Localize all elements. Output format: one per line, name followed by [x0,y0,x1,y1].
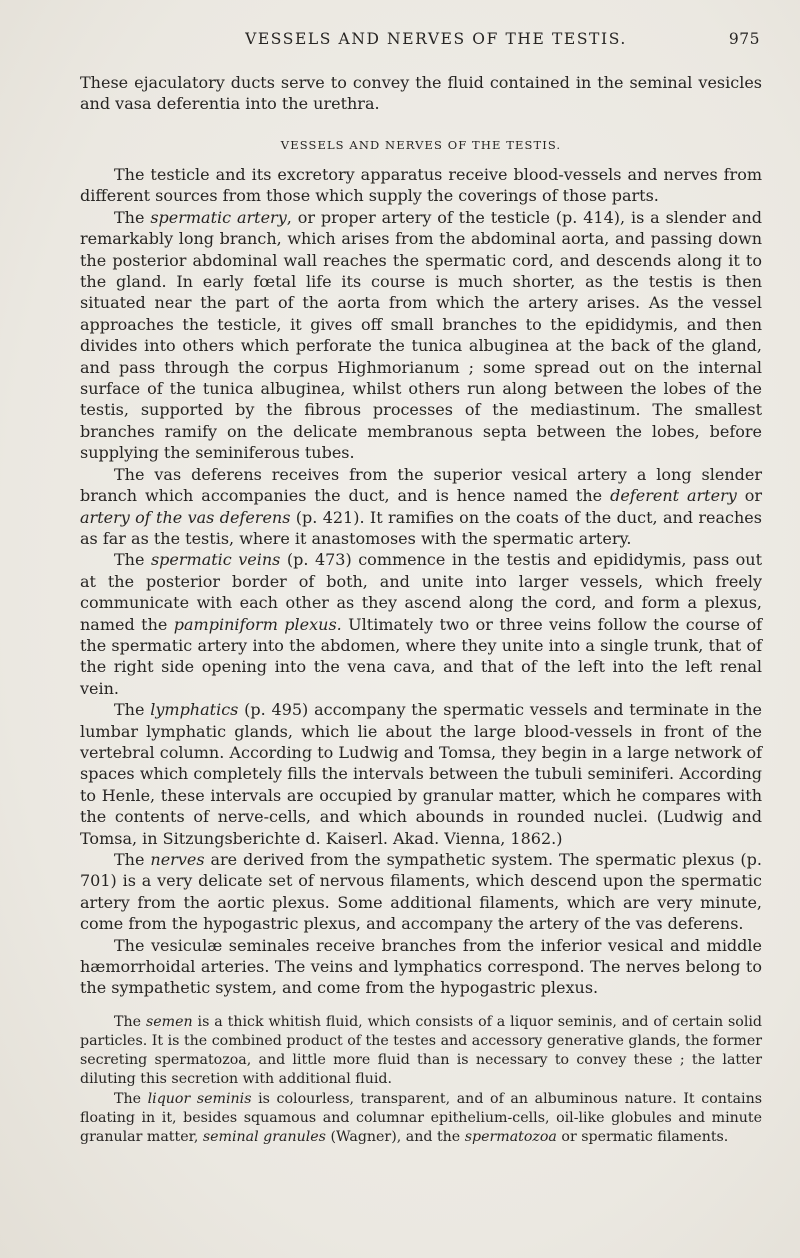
paragraph-spermatic-artery: The spermatic artery, or proper artery of the testicle (p. 414), is a slender and remarkably long branch, which arises from the abdominal aorta, and passing down the posterior abdominal wall reaches the spermatic cord, and descends along it to the gland. In early fœtal life its course is much shorter, as the testis is then situated near the part of the aorta from which the artery arises. As the vessel approaches the testicle, it gives off small branches to the epididymis, and then divides into others which perforate the tunica albuginea at the back of the gland, and pass through the corpus Highmorianum ; some spread out on the internal surface of the tunica albuginea, whilst others run along between the lobes of the testis, supported by the fibrous processes of the mediastinum. The smallest branches ramify on the delicate membranous septa between the lobes, before supplying the seminiferous tubes. [80,207,762,463]
paragraph-semen: The semen is a thick whitish fluid, which consists of a liquor seminis, and of certain solid particles. It is the combined product of the testes and accessory generative glands, the former secreting spermatozoa, and little more fluid than is necessary to convey these ; the latter diluting this secretion with additional fluid. [80,1013,762,1088]
term-nerves: nerves [150,850,205,869]
term-spermatic-artery: spermatic artery [150,207,287,227]
main-text [80,164,762,999]
term-artery-vas-deferens: artery of the vas deferens [80,507,291,527]
running-title: VESSELS AND NERVES OF THE TESTIS. [245,30,627,48]
term-lymphatics: lymphatics [150,700,239,720]
intro-paragraph: These ejaculatory ducts serve to convey the fluid contained in the seminal vesicles and vasa deferentia into the urethra. [80,73,762,113]
section-title: VESSELS AND NERVES OF THE TESTIS. [280,138,562,152]
paragraph-blood-vessels: The testicle and its excretory apparatus receive blood-vessels and nerves from different sources from those which supply the coverings of those parts. [80,165,762,206]
paragraph-liquor-seminis: The liquor seminis is colourless, transparent, and of an albuminous nature. It contains floating in it, besides squamous and columnar epithelium-cells, oil-like globules and minute granular matter, seminal granules (Wagner), and the spermatozoa or spermatic filaments. [80,1090,762,1146]
page-number: 975 [728,30,760,48]
paragraph-deferent-artery: The vas deferens receives from the superior vesical artery a long slender branch which accompanies the duct, and is hence named the deferent artery or artery of the vas deferens (p. 421). It ramifies on the coats of the duct, and reaches as far as the testis, where it anastomoses with the spermatic artery. [80,464,763,548]
term-spermatic-veins: spermatic veins [150,550,281,570]
term-seminal-granules: seminal granules [202,1129,326,1146]
term-pampiniform-plexus: pampiniform plexus. [173,614,342,634]
term-semen: semen [145,1013,193,1030]
small-print-section [80,1013,762,1147]
paragraph-vesiculae: The vesiculæ seminales receive branches from the inferior vesical and middle hæmorrhoidal arteries. The veins and lymphatics correspond. The nerves belong to the sympathetic system, and come from the hypogastric plexus. [80,935,762,998]
paragraph-lymphatics: The lymphatics (p. 495) accompany the spermatic vessels and terminate in the lumbar lymphatic glands, which lie about the large blood-vessels in front of the vertebral column. According to Ludwig and Tomsa, they begin in a large network of spaces which completely fills the intervals between the tubuli seminiferi. According to Henle, these intervals are occupied by granular matter, which he compares with the contents of nerve-cells, and which abounds in rounded nuclei. (Ludwig and Tomsa, in Sitzungsberichte d. Kaiserl. Akad. Vienna, 1862.) [80,700,763,848]
term-liquor-seminis: liquor seminis [147,1090,252,1107]
term-deferent-artery: deferent artery [610,486,737,506]
paragraph-nerves: The nerves are derived from the sympathetic system. The spermatic plexus (p. 701) is a very delicate set of nervous filaments, which descend upon the spermatic artery from the aortic plexus. Some additional filaments, which are very minute, come from the hypogastric plexus, and accompany the artery of the vas deferens. [80,850,763,934]
running-head [80,30,762,56]
term-spermatozoa: spermatozoa [464,1129,557,1146]
paragraph-spermatic-veins: The spermatic veins (p. 473) commence in the testis and epididymis, pass out at the posterior border of both, and unite into larger vessels, which freely communicate with each other as they ascend along the cord, and form a plexus, named the pampiniform plexus. Ultimately two or three veins follow the course of the spermatic artery into the abdomen, where they unite into a single trunk, that of the right side opening into the vena cava, and that of the left into the left renal vein. [80,550,763,698]
